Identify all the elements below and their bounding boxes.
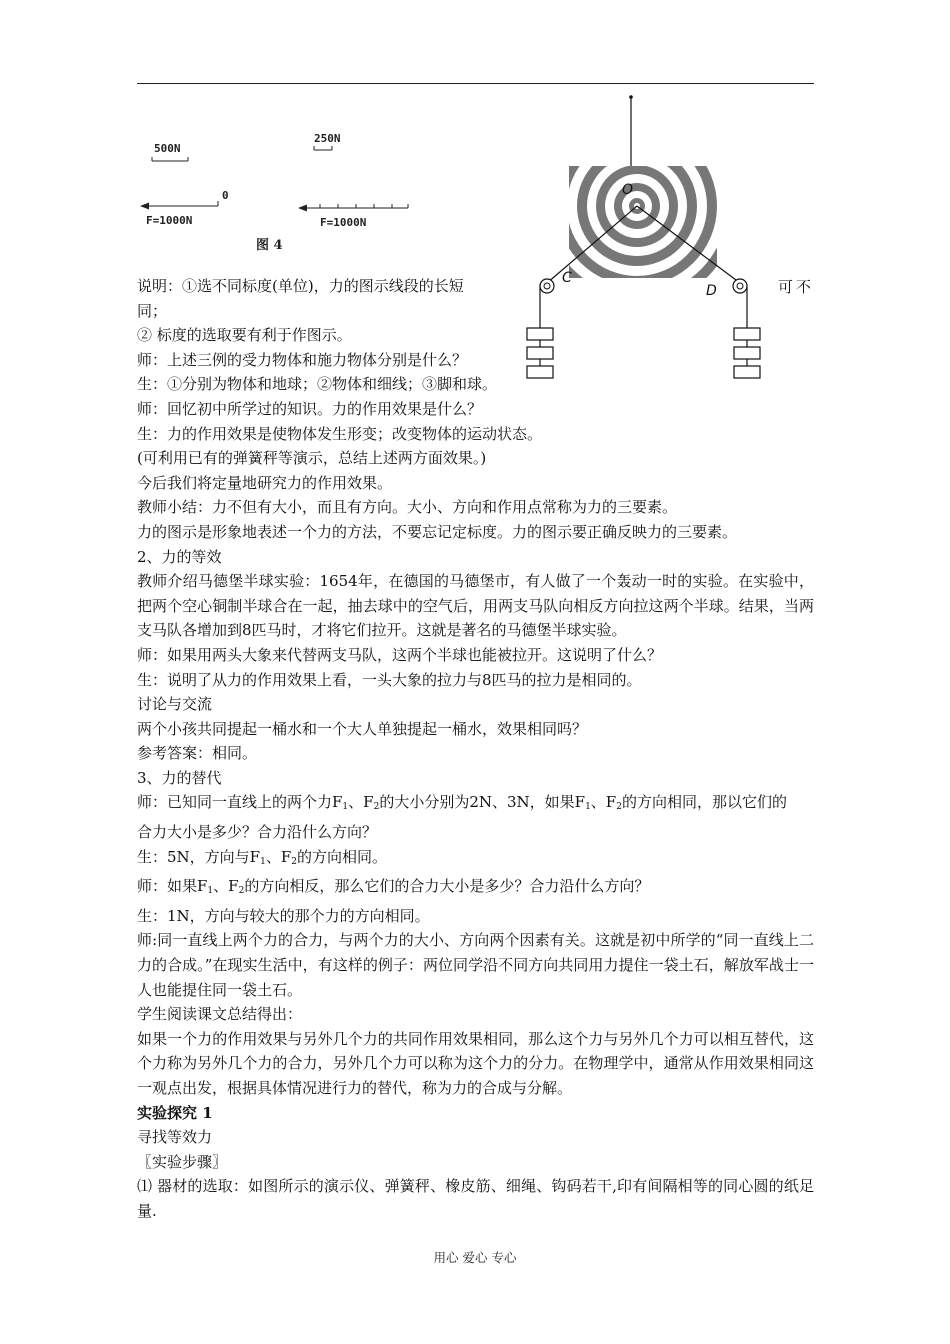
experiment-title: 实验探究 1 bbox=[137, 1103, 213, 1122]
text-line: 师：回忆初中所学过的知识。力的作用效果是什么？ bbox=[137, 399, 483, 418]
question-2: 师：如果$F_1$、$F_2$的方向相反，那么它们的合力大小是多少？合力沿什么方向？ bbox=[137, 877, 650, 897]
text-line: 教师小结：力不但有大小，而且有方向。大小、方向和作用点常称为力的三要素。 bbox=[137, 498, 678, 517]
text-line: 学生阅读课文总结得出： bbox=[137, 1005, 303, 1024]
force-label-2: F=1000N bbox=[320, 216, 367, 229]
origin-label: 0 bbox=[222, 189, 229, 202]
text-line: 生：力的作用效果是使物体发生形变；改变物体的运动状态。 bbox=[137, 424, 543, 443]
answer-1: 生：5N，方向与$F_1$、$F_2$的方向相同。 bbox=[137, 847, 387, 867]
label-c: C bbox=[562, 270, 572, 286]
note-line-2: 同； bbox=[137, 301, 168, 320]
scale-label-500n: 500N bbox=[154, 142, 181, 155]
text-line: ② 标度的选取要有利于作图示。 bbox=[137, 326, 352, 345]
text-line: 生：①分别为物体和地球；②物体和细线；③脚和球。 bbox=[137, 375, 498, 394]
label-d: D bbox=[706, 283, 717, 299]
figure-4-caption: 图 4 bbox=[256, 238, 283, 253]
answer-2: 生：1N，方向与较大的那个力的方向相同。 bbox=[137, 906, 430, 925]
paragraph-magdeburg: 教师介绍马德堡半球实验：1654年，在德国的马德堡市，有人做了一个轰动一时的实验。在实验中，把两个空心铜制半球合在一起，抽去球中的空气后，用两支马队向相反方向拉这两个半球。结果，当两支马队各增加到8匹马时，才将它们拉开。这就是著名的马德堡半球实验。 bbox=[137, 572, 814, 640]
experiment-steps-heading: 〖实验步骤〗 bbox=[137, 1152, 228, 1171]
text-line: 师：上述三例的受力物体和施力物体分别是什么？ bbox=[137, 350, 468, 369]
paragraph-equipment: ⑴ 器材的选取：如图所示的演示仪、弹簧秤、橡皮筋、细绳、钩码若干,印有间隔相等的同心圆的纸足量. bbox=[137, 1177, 814, 1220]
question-1-line-2: 合力大小是多少？合力沿什么方向？ bbox=[137, 823, 378, 842]
text-line: 今后我们将定量地研究力的作用效果。 bbox=[137, 473, 393, 492]
paragraph-combination: 师:同一直线上两个力的合力，与两个力的大小、方向两个因素有关。这就是初中所学的“同一直线上二力的合成。”在现实生活中，有这样的例子：两位同学沿不同方向共同用力提住一袋土石，解放军战士一人也能提住同一袋土石。 bbox=[137, 931, 814, 999]
experiment-subtitle: 寻找等效力 bbox=[137, 1128, 213, 1147]
header-rule bbox=[137, 83, 814, 84]
text-line: 生：说明了从力的作用效果上看，一头大象的拉力与8匹马的拉力是相同的。 bbox=[137, 670, 642, 689]
text-line: 师：如果用两头大象来代替两支马队，这两个半球也能被拉开。这说明了什么？ bbox=[137, 645, 663, 664]
main-text bbox=[137, 274, 814, 1224]
paragraph-definition: 如果一个力的作用效果与另外几个力的共同作用效果相同，那么这个力与另外几个力可以相互替代，这个力称为另外几个力的合力，另外几个力可以称为这个力的分力。在物理学中，通常从作用效果相同这一观点出发，根据具体情况进行力的替代，称为力的合成与分解。 bbox=[137, 1029, 814, 1097]
section-heading: 2、力的等效 bbox=[137, 547, 222, 566]
text-line: 参考答案：相同。 bbox=[137, 744, 258, 763]
figure-4-force-diagram bbox=[130, 125, 430, 265]
text-line: 讨论与交流 bbox=[137, 695, 213, 714]
note-line-1: 说明：①选不同标度(单位)，力的图示线段的长短 bbox=[137, 277, 464, 295]
scale-label-250n: 250N bbox=[314, 132, 341, 145]
question-1: 师：已知同一直线上的两个力$F_1$、$F_2$的大小分别为2N、3N，如果$F_1$、$F_2$的方向相同，那以它们的 bbox=[137, 793, 787, 813]
text-line: (可利用已有的弹簧秤等演示，总结上述两方面效果。) bbox=[137, 449, 487, 468]
force-label-1: F=1000N bbox=[146, 214, 193, 227]
page-footer: 用心 爱心 专心 bbox=[433, 1250, 517, 1265]
text-line: 两个小孩共同提起一桶水和一个大人单独提起一桶水，效果相同吗？ bbox=[137, 719, 588, 738]
label-o: O bbox=[622, 182, 634, 198]
section-heading: 3、力的替代 bbox=[137, 768, 222, 787]
note-tail: 可不 bbox=[778, 278, 815, 296]
text-line: 力的图示是形象地表述一个力的方法，不要忘记定标度。力的图示要正确反映力的三要素。 bbox=[137, 522, 738, 541]
